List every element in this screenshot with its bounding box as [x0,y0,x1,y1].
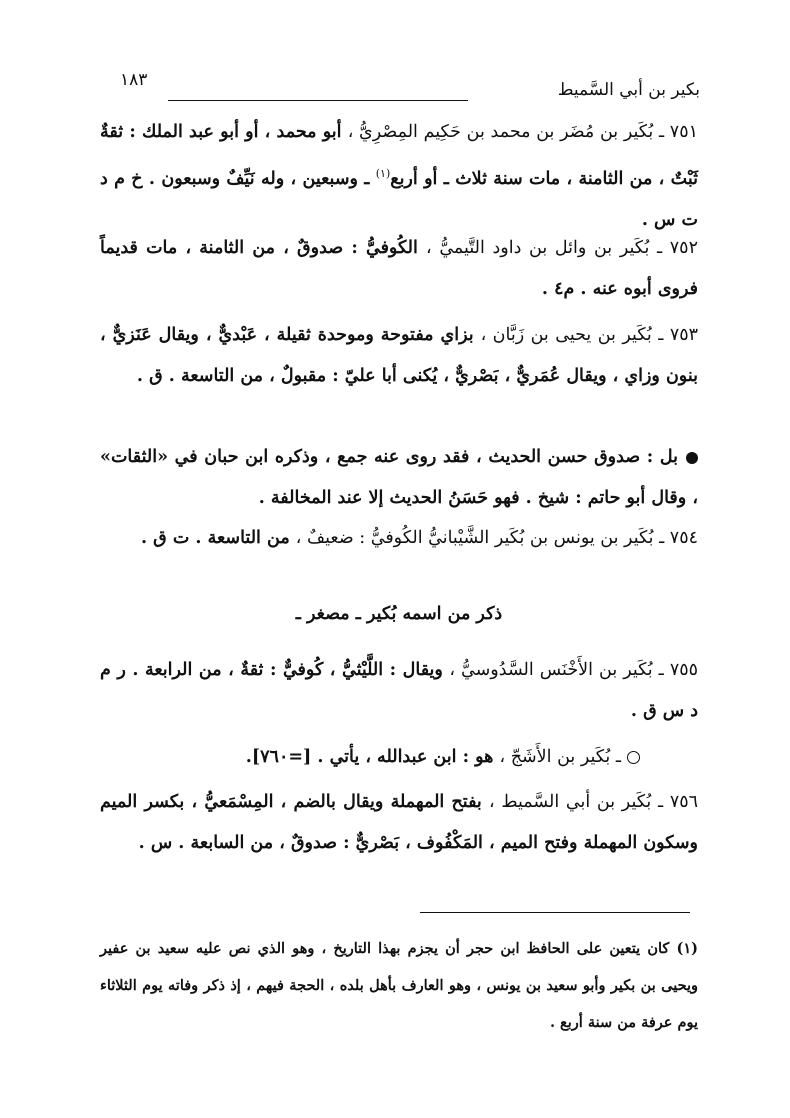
editor-note [100,437,698,519]
crossref-body: هو : ابن عبدالله ، يأتي . [=٧٦٠]. [245,747,500,767]
header-title: بكير بن أبي السَّميط [557,80,700,100]
footnote: (١) كان يتعين على الحافظ ابن حجر أن يجزم بهذا التاريخ ، وهو الذي نص عليه سعيد بن عفير ويحيى بن بكير وأبو سعيد بن يونس ، وهو العارف بأهل بلده ، الحجة فيهم ، إذ ذكر وفاته يوم الثلاثاء يوم عرفة من سنة أربع . [100,940,698,1031]
circle-marker-icon [627,751,640,764]
page-number: ١٨٣ [120,70,148,90]
footnote-ref[interactable]: (١) [375,167,391,180]
entry-751-tail: ـ وسبعين ، وله نَيِّفٌ وسبعون . خ م د ت س . [100,168,698,230]
entry-752 [100,228,698,310]
entry-751 [100,112,698,241]
bullet-dot-icon [686,452,698,464]
entry-753-name: ٧٥٣ ـ بُكَير بن يحيى بن زَبَّان ، [480,325,699,345]
entry-756-name: ٧٥٦ ـ بُكَير بن أبي السَّميط ، [489,792,699,812]
entry-756 [100,782,698,864]
entry-754-body: من التاسعة . ت ق . [141,528,296,548]
entry-752-nisba: الكُوفيُّ [365,238,427,258]
entry-754-name: ٧٥٤ ـ بُكَير بن يونس بن بُكَير الشَّيْبانيُّ الكُوفيُّ : ضعيفٌ ، [295,528,698,548]
entry-751-name: ٧٥١ ـ بُكَير بن مُضَر بن محمد بن حَكِيم المِصْرِيُّ ، [347,122,698,142]
entry-753-grade: : مقبولٌ ، من التاسعة . ق . [136,366,345,386]
section-heading: ذكر من اسمه بُكير ـ مصغر ـ [295,604,503,624]
footnote-rule [420,912,690,913]
cross-reference [100,737,640,778]
crossref-name: ـ بُكَير بن الأَشَجّ ، [499,747,621,767]
entry-756-grade: : صدوقٌ ، من السابعة . س . [138,833,356,853]
entry-751-body: أبو محمد ، أو أبو عبد الملك : ثقةٌ ثَبْتٌ ، من الثامنة ، مات سنة ثلاث ـ أو أربع [100,122,698,189]
editor-note-text: بل : صدوق حسن الحديث ، فقد روى عنه جمع ، وذكره ابن حبان في «الثقات» ، وقال أبو حاتم : شيخ . فهو حَسَنُ الحديث إلا عند المخالفة . [100,447,698,508]
entry-755 [100,650,698,732]
header-rule [168,100,468,101]
entry-754 [100,518,698,559]
entry-753-body: بزاي مفتوحة وموحدة ثقيلة ، عَبْديٌّ ، ويقال عَنَزيٌّ ، بنون وزاي ، ويقال عُمَريٌّ ، بَصْريٌّ ، يُكنى أبا عليّ [100,325,698,386]
entry-752-body: : صدوقٌ ، من الثامنة ، مات قديماً فروى أبوه عنه . م٤ . [100,238,698,299]
entry-753 [100,315,698,397]
running-header [120,70,700,110]
entry-756-body: بفتح المهملة ويقال بالضم ، المِسْمَعيُّ ، بكسر الميم وسكون المهملة وفتح الميم ، المَكْفُوف ، بَصْريٌّ [100,792,698,853]
entry-755-body: ويقال : اللَّيْثيُّ ، كُوفيٌّ : ثقةٌ ، من الرابعة . ر م د س ق . [100,660,698,721]
entry-752-name: ٧٥٢ ـ بُكَير بن وائل بن داود التَّيميُّ ، [426,238,698,258]
entry-755-name: ٧٥٥ ـ بُكَير بن الأَخْنَس السَّدُوسيُّ ، [449,660,699,680]
